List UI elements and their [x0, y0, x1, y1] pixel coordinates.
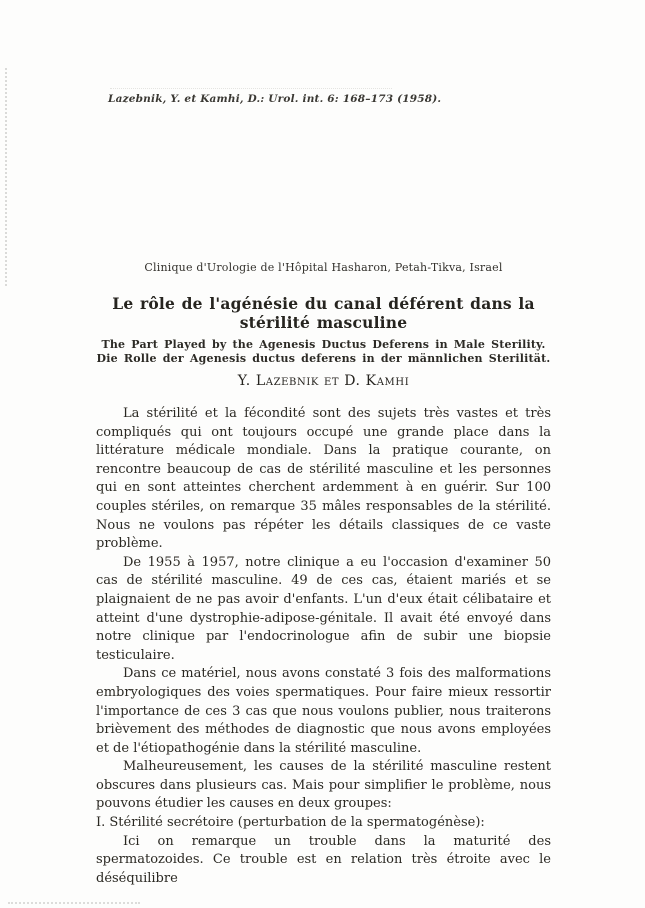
paragraph-group-one-heading: I. Stérilité secrétoire (perturbation de la spermatogénèse):	[96, 815, 485, 831]
article-subtitles	[96, 338, 551, 365]
citation-header: Lazebnik, Y. et Kamhi, D.: Urol. int. 6: 168–173 (1958).	[108, 93, 442, 105]
affiliation-line: Clinique d'Urologie de l'Hôpital Hasharon, Petah-Tikva, Israel	[144, 261, 503, 274]
scan-artifact-left-edge	[5, 68, 7, 286]
article-title-german: Die Rolle der Agenesis ductus deferens in der männlichen Sterilität.	[96, 351, 551, 365]
paragraph-causes: Malheureusement, les causes de la stérilité masculine restent obscures dans plusieurs cas. Mais pour simplifier le problème, nous pouvons étudier les causes en deux groupes:	[96, 759, 551, 812]
article-title-french: Le rôle de l'agénésie du canal déférent dans la stérilité masculine	[112, 294, 535, 332]
authors-line: Y. Lazebnik et D. Kamhi	[237, 373, 410, 389]
paragraph-secretory-sterility: Ici on remarque un trouble dans la maturité des spermatozoides. Ce trouble est en relation très étroite avec le déséquilibre	[96, 833, 551, 886]
paragraph-introduction: La stérilité et la fécondité sont des sujets très vastes et très compliqués qui ont toujours occupé une grande place dans la littérature médicale mondiale. Dans la pratique courante, on rencontre beaucoup de cas de stérilité masculine et les personnes qui en sont atteintes cherchent ardemment à en guérir. Sur 100 couples stériles, on remarque 35 mâles responsables de la stérilité. Nous ne voulons pas répéter les détails classiques de ce vaste problème.	[96, 406, 551, 552]
article-content	[96, 261, 551, 888]
article-body	[96, 405, 551, 888]
paragraph-malformations: Dans ce matériel, nous avons constaté 3 fois des malformations embryologiques des voies spermatiques. Pour faire mieux ressortir l'importance de ces 3 cas que nous voulons publier, nous traiterons brièvement des méthodes de diagnostic que nous avons employées et de l'étiopathogénie dans la stérilité masculine.	[96, 666, 551, 756]
paragraph-case-series: De 1955 à 1957, notre clinique a eu l'occasion d'examiner 50 cas de stérilité masculine. 49 de ces cas, étaient mariés et se plaignaient de ne pas avoir d'enfants. L'un d'eux était célibataire et atteint d'une dystrophie-adipose-génitale. Il avait été envoyé dans notre clinique par l'endocrinologue afin de subir une biopsie testiculaire.	[96, 554, 551, 663]
scan-artifact-bottom-edge	[8, 902, 140, 904]
article-title-english: The Part Played by the Agenesis Ductus Deferens in Male Sterility.	[101, 338, 546, 351]
scan-noise-dots	[110, 88, 392, 89]
